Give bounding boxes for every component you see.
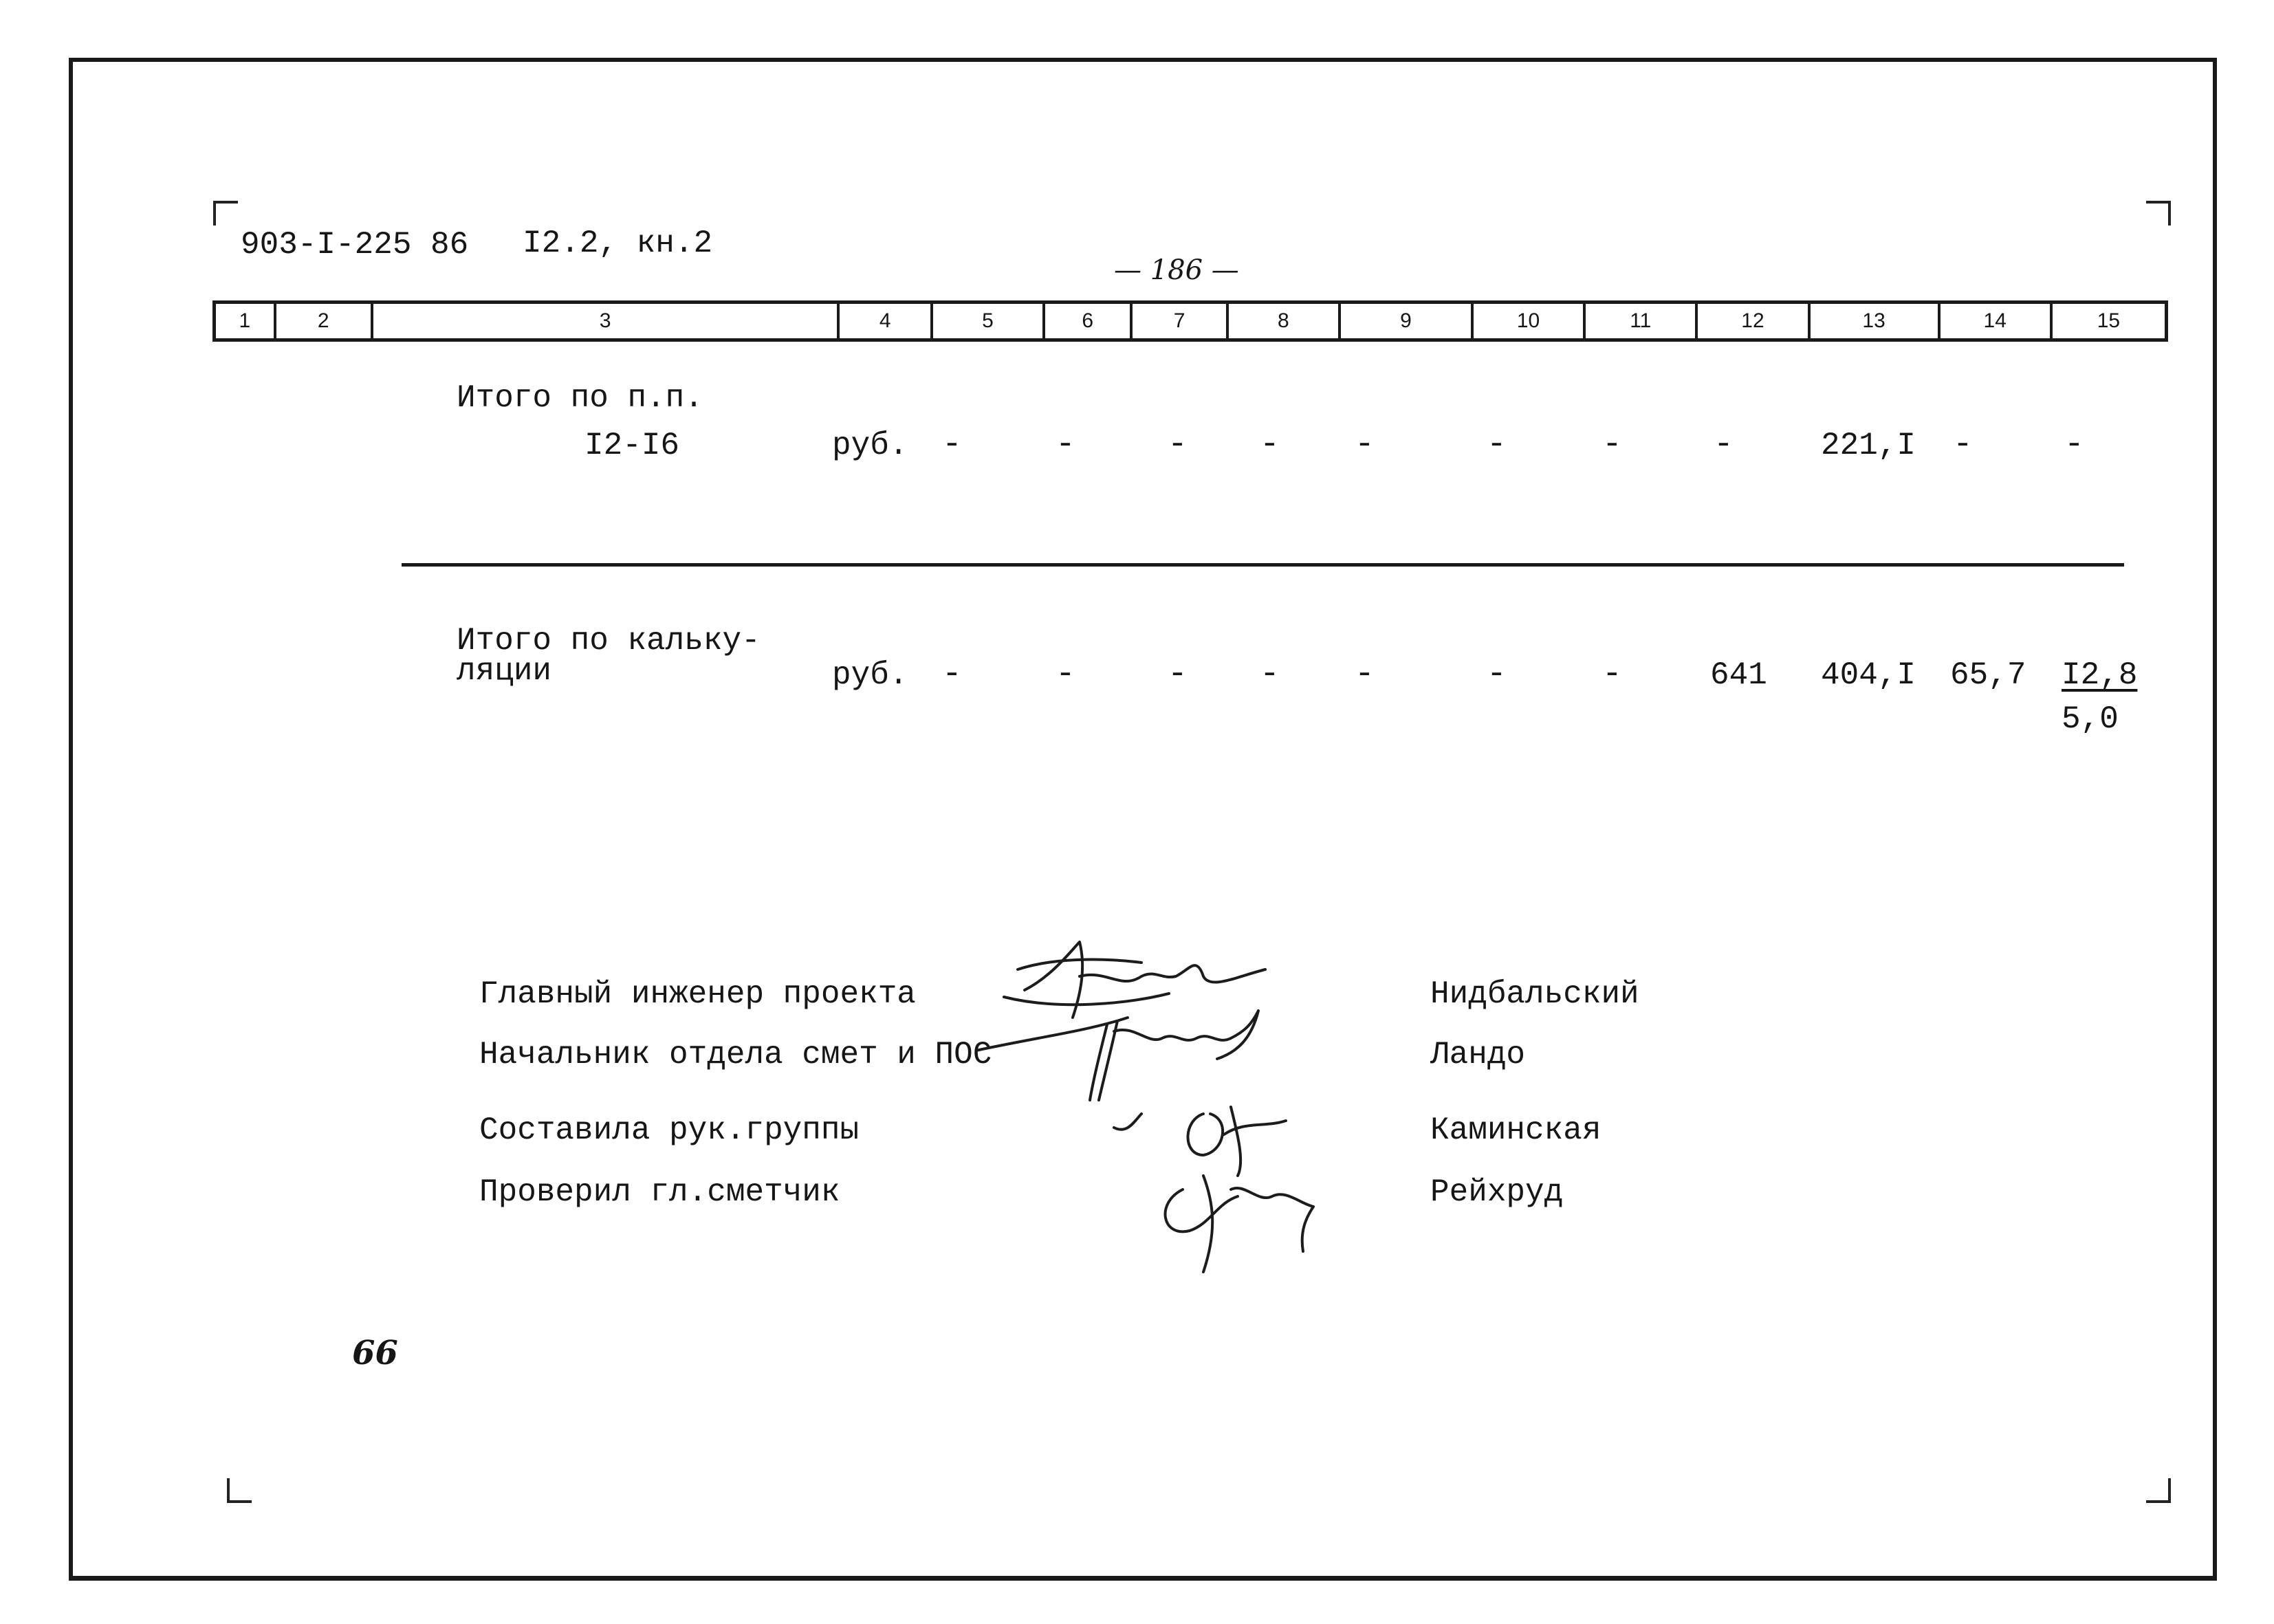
- row-value: -: [1487, 426, 1507, 463]
- column-header: 11: [1586, 304, 1698, 338]
- doc-section: I2.2, кн.2: [523, 226, 713, 261]
- corner-mark-bottom-left: [227, 1478, 252, 1503]
- row-value: -: [942, 426, 962, 463]
- row-value: -: [1714, 426, 1734, 463]
- row-unit: руб.: [832, 428, 908, 463]
- column-header: 6: [1045, 304, 1133, 338]
- column-header: 1: [216, 304, 276, 338]
- signature-role: Составила рук.группы: [479, 1112, 860, 1148]
- row-value: -: [1056, 426, 1075, 463]
- corner-mark-top-left: [213, 201, 238, 226]
- corner-mark-bottom-right: [2146, 1478, 2171, 1503]
- column-header: 12: [1698, 304, 1810, 338]
- row-value: 65,7: [1950, 657, 2026, 693]
- row-label-line1: Итого по п.п.: [457, 380, 703, 416]
- row-value: 404,I: [1821, 657, 1916, 693]
- handwritten-signatures: [976, 928, 1362, 1286]
- row-label-line2: ляции: [457, 653, 552, 689]
- row-value: -: [1260, 426, 1280, 463]
- row-value: -: [1168, 656, 1188, 693]
- row-value: I2,8: [2062, 657, 2138, 693]
- row-value: -: [942, 656, 962, 693]
- row-unit: руб.: [832, 657, 908, 693]
- row-value: -: [1355, 656, 1375, 693]
- row-value: -: [1487, 656, 1507, 693]
- column-header: 9: [1341, 304, 1474, 338]
- signature-role: Главный инженер проекта: [479, 976, 916, 1012]
- row-value: 641: [1710, 657, 1767, 693]
- page-number: — 186 —: [1114, 254, 1239, 286]
- row-value: -: [1602, 426, 1622, 463]
- row-value: -: [1953, 426, 1973, 463]
- column-header: 15: [2097, 309, 2121, 332]
- column-header: 7: [1133, 304, 1228, 338]
- row-value: -: [1355, 426, 1375, 463]
- signature-role: Проверил гл.сметчик: [479, 1174, 840, 1210]
- row-value: -: [1056, 656, 1075, 693]
- doc-code: 903-I-225 86: [241, 227, 469, 263]
- column-header: 5: [933, 304, 1045, 338]
- row-value-secondary: 5,0: [2062, 701, 2119, 737]
- column-header: 13: [1811, 304, 1940, 338]
- column-header: 4: [840, 304, 932, 338]
- row-value: -: [1260, 656, 1280, 693]
- signature-name: Нидбальский: [1430, 976, 1639, 1012]
- column-header: 2: [276, 304, 373, 338]
- signature-name: Рейхруд: [1430, 1174, 1564, 1210]
- column-header: 3: [373, 304, 840, 338]
- separator-line: [402, 563, 2124, 567]
- signature-name: Каминская: [1430, 1112, 1601, 1148]
- column-header: 10: [1474, 304, 1586, 338]
- signature-name: Ландо: [1430, 1037, 1526, 1073]
- column-header-strip: [212, 300, 2168, 342]
- row-value: -: [1168, 426, 1188, 463]
- signature-role: Начальник отдела смет и ПОС: [479, 1037, 992, 1073]
- row-value: -: [2064, 426, 2084, 463]
- row-value: 221,I: [1821, 428, 1916, 463]
- row-label-line1: Итого по кальку-: [457, 623, 761, 659]
- row-label-line2: I2-I6: [584, 428, 680, 463]
- corner-mark-top-right: [2146, 201, 2171, 226]
- footer-mark: 66: [352, 1334, 398, 1372]
- column-header: 14: [1940, 304, 2053, 338]
- column-header: 8: [1229, 304, 1341, 338]
- row-value: -: [1602, 656, 1622, 693]
